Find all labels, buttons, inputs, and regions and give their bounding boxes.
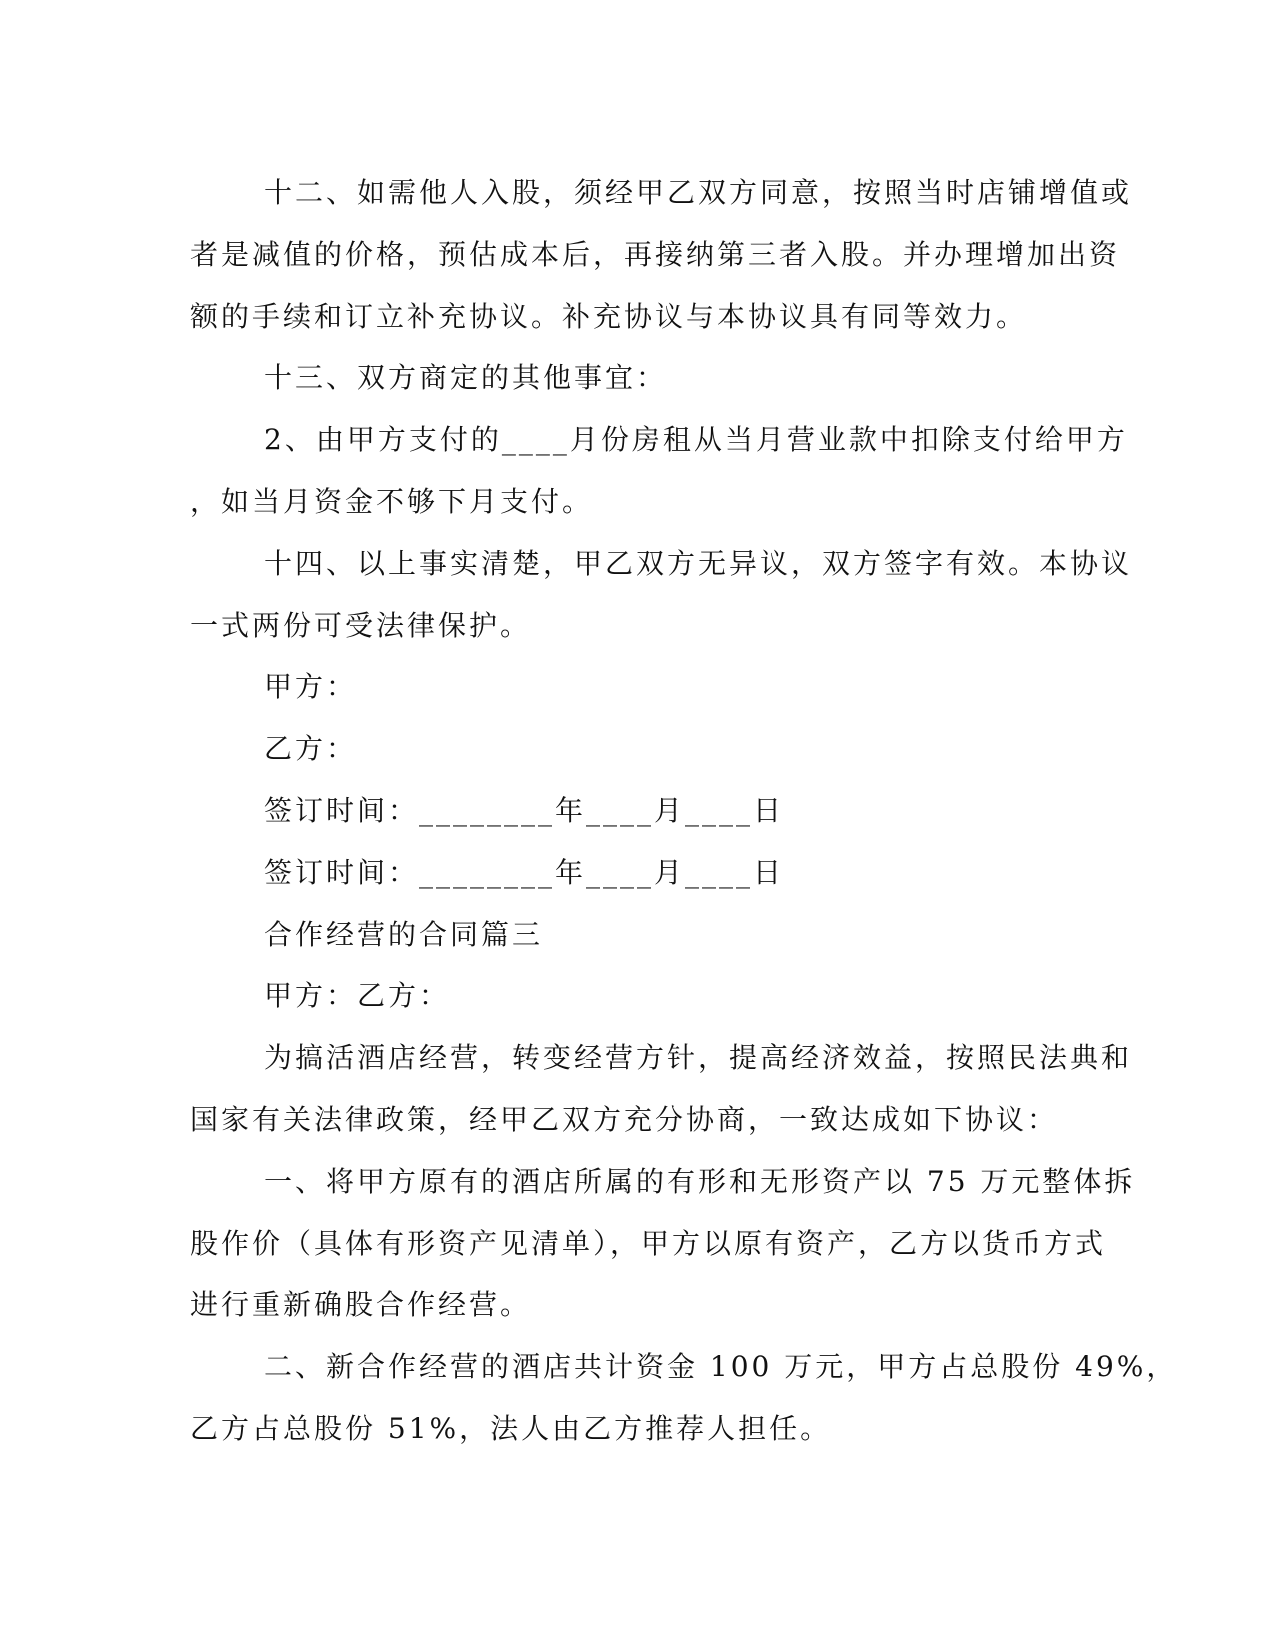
signing-date-line: 签订时间：________年____月____日 bbox=[264, 793, 785, 827]
party-b-signature-line: 乙方： bbox=[264, 732, 358, 766]
paragraph-line: 额的手续和订立补充协议。补充协议与本协议具有同等效力。 bbox=[190, 299, 1028, 333]
paragraph-line: 者是减值的价格，预估成本后，再接纳第三者入股。并办理增加出资 bbox=[190, 237, 1121, 271]
paragraph-line: 2、由甲方支付的____月份房租从当月营业款中扣除支付给甲方 bbox=[264, 423, 1128, 457]
signing-date-line: 签订时间：________年____月____日 bbox=[264, 855, 785, 889]
paragraph-line: ，如当月资金不够下月支付。 bbox=[190, 484, 594, 518]
paragraph-line: 一式两份可受法律保护。 bbox=[190, 608, 532, 642]
paragraph-line: 十三、双方商定的其他事宜： bbox=[264, 361, 668, 395]
paragraph-line: 十二、如需他人入股，须经甲乙双方同意，按照当时店铺增值或 bbox=[264, 176, 1133, 209]
paragraph-line: 国家有关法律政策，经甲乙双方充分协商，一致达成如下协议： bbox=[190, 1102, 1059, 1136]
paragraph-line: 十四、以上事实清楚，甲乙双方无异议，双方签字有效。本协议 bbox=[264, 546, 1133, 580]
document-body bbox=[190, 162, 1178, 1460]
paragraph-line: 股作价（具体有形资产见清单），甲方以原有资产，乙方以货币方式 bbox=[190, 1226, 1107, 1260]
parties-line: 甲方：乙方： bbox=[264, 979, 451, 1013]
section-heading: 合作经营的合同篇三 bbox=[264, 917, 544, 951]
paragraph-line: 二、新合作经营的酒店共计资金 100 万元，甲方占总股份 49%， bbox=[264, 1350, 1178, 1384]
paragraph-line: 一、将甲方原有的酒店所属的有形和无形资产以 75 万元整体拆 bbox=[264, 1164, 1136, 1198]
paragraph-line: 乙方占总股份 51%，法人由乙方推荐人担任。 bbox=[190, 1411, 832, 1445]
paragraph-line: 进行重新确股合作经营。 bbox=[190, 1288, 532, 1322]
party-a-signature-line: 甲方： bbox=[264, 670, 358, 704]
paragraph-line: 为搞活酒店经营，转变经营方针，提高经济效益，按照民法典和 bbox=[264, 1041, 1133, 1075]
